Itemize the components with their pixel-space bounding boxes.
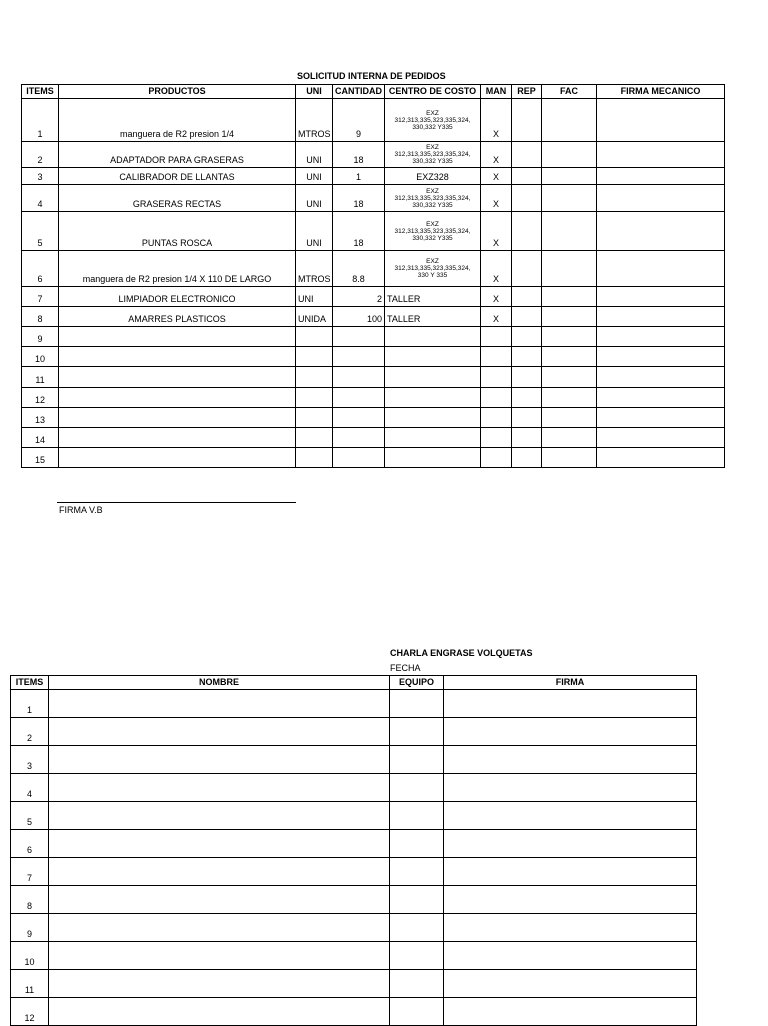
- cell-cantidad: [333, 408, 385, 428]
- cell-firma-mecanico: [597, 408, 725, 428]
- cell-item: 12: [22, 388, 59, 408]
- cell-cantidad: 18: [333, 212, 385, 251]
- header-equipo: EQUIPO: [390, 676, 444, 690]
- header-items: ITEMS: [22, 85, 59, 99]
- cell-equipo: [390, 774, 444, 802]
- cell-fac: [542, 142, 597, 168]
- cell-equipo: [390, 830, 444, 858]
- cell-item: 13: [22, 408, 59, 428]
- charla-header-row: [11, 676, 697, 690]
- cell-item: 8: [22, 307, 59, 327]
- cell-item: 5: [11, 802, 49, 830]
- cell-uni: [296, 367, 333, 388]
- cell-rep: [512, 99, 542, 142]
- cell-item: 10: [11, 942, 49, 970]
- cell-equipo: [390, 886, 444, 914]
- cell-cantidad: [333, 327, 385, 347]
- cell-nombre: [49, 886, 390, 914]
- cell-item: 2: [11, 718, 49, 746]
- cell-item: 7: [11, 858, 49, 886]
- cell-fac: [542, 448, 597, 468]
- cell-man: [481, 448, 512, 468]
- orders-title: SOLICITUD INTERNA DE PEDIDOS: [297, 71, 446, 81]
- cell-rep: [512, 428, 542, 448]
- charla-title: CHARLA ENGRASE VOLQUETAS: [390, 648, 533, 658]
- cell-item: 15: [22, 448, 59, 468]
- cell-centro-de-costo: [385, 388, 481, 408]
- cell-uni: [296, 347, 333, 367]
- cell-cantidad: 18: [333, 142, 385, 168]
- cell-centro-de-costo: [385, 408, 481, 428]
- table-row: [11, 746, 697, 774]
- cell-nombre: [49, 690, 390, 718]
- cell-firma: [444, 690, 697, 718]
- table-row: [22, 347, 725, 367]
- cell-man: X: [481, 142, 512, 168]
- table-row: [22, 388, 725, 408]
- cell-producto: GRASERAS RECTAS: [59, 185, 296, 212]
- cell-firma-mecanico: [597, 212, 725, 251]
- cell-rep: [512, 307, 542, 327]
- header-fac: FAC: [542, 85, 597, 99]
- cell-firma-mecanico: [597, 388, 725, 408]
- cell-fac: [542, 212, 597, 251]
- cell-uni: UNI: [296, 212, 333, 251]
- cell-producto: CALIBRADOR DE LLANTAS: [59, 168, 296, 185]
- table-row: [11, 942, 697, 970]
- cell-cantidad: 1: [333, 168, 385, 185]
- cell-fac: [542, 347, 597, 367]
- cell-cantidad: [333, 448, 385, 468]
- cell-item: 12: [11, 998, 49, 1026]
- cell-rep: [512, 347, 542, 367]
- cell-centro-de-costo: [385, 347, 481, 367]
- cell-centro-de-costo: EXZ 312,313,335,323,335,324, 330,332 Y335: [385, 142, 481, 168]
- cell-item: 7: [22, 287, 59, 307]
- cell-item: 2: [22, 142, 59, 168]
- cell-cantidad: 18: [333, 185, 385, 212]
- cell-uni: UNI: [296, 142, 333, 168]
- cell-firma-mecanico: [597, 251, 725, 287]
- cell-man: [481, 347, 512, 367]
- header-rep: REP: [512, 85, 542, 99]
- fecha-label: FECHA: [390, 663, 421, 673]
- cell-man: X: [481, 168, 512, 185]
- cell-item: 6: [22, 251, 59, 287]
- cell-item: 8: [11, 886, 49, 914]
- cell-cantidad: [333, 388, 385, 408]
- table-row: [22, 287, 725, 307]
- orders-table: [21, 84, 725, 468]
- cell-item: 11: [11, 970, 49, 998]
- cell-rep: [512, 185, 542, 212]
- cell-nombre: [49, 746, 390, 774]
- cell-cantidad: 9: [333, 99, 385, 142]
- cell-man: X: [481, 185, 512, 212]
- cell-uni: UNI: [296, 185, 333, 212]
- cell-item: 4: [22, 185, 59, 212]
- cell-firma-mecanico: [597, 307, 725, 327]
- cell-item: 11: [22, 367, 59, 388]
- header-cantidad: CANTIDAD: [333, 85, 385, 99]
- cell-fac: [542, 327, 597, 347]
- table-row: [22, 428, 725, 448]
- table-row: [22, 448, 725, 468]
- cell-firma: [444, 802, 697, 830]
- cell-centro-de-costo: [385, 367, 481, 388]
- cell-centro-de-costo: [385, 327, 481, 347]
- cell-nombre: [49, 802, 390, 830]
- cell-uni: UNI: [296, 168, 333, 185]
- cell-centro-de-costo: EXZ 312,313,335,323,335,324, 330,332 Y335: [385, 212, 481, 251]
- cell-rep: [512, 168, 542, 185]
- cell-firma-mecanico: [597, 142, 725, 168]
- cell-firma-mecanico: [597, 347, 725, 367]
- table-row: [22, 367, 725, 388]
- header-items: ITEMS: [11, 676, 49, 690]
- header-firma: FIRMA: [444, 676, 697, 690]
- cell-man: X: [481, 99, 512, 142]
- cell-firma-mecanico: [597, 99, 725, 142]
- cell-man: X: [481, 287, 512, 307]
- cell-nombre: [49, 830, 390, 858]
- cell-item: 4: [11, 774, 49, 802]
- cell-item: 10: [22, 347, 59, 367]
- cell-producto: [59, 327, 296, 347]
- table-row: [22, 99, 725, 142]
- cell-firma: [444, 774, 697, 802]
- cell-fac: [542, 307, 597, 327]
- cell-firma-mecanico: [597, 367, 725, 388]
- cell-firma: [444, 970, 697, 998]
- cell-centro-de-costo: EXZ 312,313,335,323,335,324, 330 Y 335: [385, 251, 481, 287]
- cell-cantidad: [333, 367, 385, 388]
- cell-nombre: [49, 998, 390, 1026]
- table-row: [11, 970, 697, 998]
- cell-fac: [542, 99, 597, 142]
- cell-rep: [512, 251, 542, 287]
- cell-man: [481, 327, 512, 347]
- header-firma-mecanico: FIRMA MECANICO: [597, 85, 725, 99]
- cell-fac: [542, 367, 597, 388]
- cell-firma: [444, 998, 697, 1026]
- table-row: [22, 408, 725, 428]
- cell-producto: AMARRES PLASTICOS: [59, 307, 296, 327]
- cell-producto: PUNTAS ROSCA: [59, 212, 296, 251]
- cell-item: 5: [22, 212, 59, 251]
- cell-man: X: [481, 212, 512, 251]
- cell-fac: [542, 168, 597, 185]
- cell-rep: [512, 388, 542, 408]
- table-row: [22, 307, 725, 327]
- cell-firma: [444, 886, 697, 914]
- cell-item: 3: [22, 168, 59, 185]
- cell-firma-mecanico: [597, 327, 725, 347]
- cell-rep: [512, 408, 542, 428]
- cell-uni: [296, 448, 333, 468]
- cell-equipo: [390, 802, 444, 830]
- cell-nombre: [49, 858, 390, 886]
- cell-firma: [444, 914, 697, 942]
- cell-uni: MTROS: [296, 99, 333, 142]
- cell-centro-de-costo: [385, 428, 481, 448]
- cell-centro-de-costo: EXZ 312,313,335,323,335,324, 330,332 Y335: [385, 99, 481, 142]
- cell-rep: [512, 448, 542, 468]
- table-row: [11, 802, 697, 830]
- table-row: [22, 168, 725, 185]
- cell-man: [481, 428, 512, 448]
- cell-producto: [59, 388, 296, 408]
- cell-equipo: [390, 914, 444, 942]
- cell-equipo: [390, 858, 444, 886]
- cell-uni: [296, 428, 333, 448]
- cell-man: [481, 408, 512, 428]
- header-productos: PRODUCTOS: [59, 85, 296, 99]
- cell-firma: [444, 942, 697, 970]
- cell-nombre: [49, 970, 390, 998]
- cell-firma: [444, 746, 697, 774]
- cell-producto: [59, 428, 296, 448]
- charla-table: [10, 675, 697, 1026]
- table-row: [22, 327, 725, 347]
- cell-item: 1: [11, 690, 49, 718]
- cell-nombre: [49, 942, 390, 970]
- cell-rep: [512, 287, 542, 307]
- cell-firma: [444, 718, 697, 746]
- cell-nombre: [49, 718, 390, 746]
- signature-label: FIRMA V.B: [59, 505, 103, 515]
- cell-firma-mecanico: [597, 428, 725, 448]
- cell-item: 14: [22, 428, 59, 448]
- cell-item: 1: [22, 99, 59, 142]
- table-row: [11, 718, 697, 746]
- cell-cantidad: [333, 347, 385, 367]
- table-row: [11, 886, 697, 914]
- table-row: [11, 690, 697, 718]
- cell-producto: [59, 347, 296, 367]
- cell-equipo: [390, 746, 444, 774]
- cell-fac: [542, 287, 597, 307]
- cell-fac: [542, 428, 597, 448]
- cell-firma-mecanico: [597, 287, 725, 307]
- cell-item: 6: [11, 830, 49, 858]
- cell-man: [481, 388, 512, 408]
- cell-producto: ADAPTADOR PARA GRASERAS: [59, 142, 296, 168]
- cell-equipo: [390, 998, 444, 1026]
- cell-uni: [296, 408, 333, 428]
- cell-uni: [296, 327, 333, 347]
- cell-centro-de-costo: [385, 448, 481, 468]
- table-row: [22, 142, 725, 168]
- cell-firma: [444, 830, 697, 858]
- cell-firma-mecanico: [597, 168, 725, 185]
- table-row: [11, 774, 697, 802]
- cell-cantidad: 2: [333, 287, 385, 307]
- cell-man: [481, 367, 512, 388]
- cell-rep: [512, 367, 542, 388]
- cell-producto: [59, 367, 296, 388]
- cell-fac: [542, 408, 597, 428]
- table-row: [22, 212, 725, 251]
- header-uni: UNI: [296, 85, 333, 99]
- table-row: [11, 858, 697, 886]
- cell-equipo: [390, 970, 444, 998]
- cell-producto: manguera de R2 presion 1/4 X 110 DE LARGO: [59, 251, 296, 287]
- cell-man: X: [481, 251, 512, 287]
- table-row: [22, 251, 725, 287]
- table-row: [11, 914, 697, 942]
- cell-rep: [512, 212, 542, 251]
- table-row: [11, 830, 697, 858]
- cell-uni: MTROS: [296, 251, 333, 287]
- cell-centro-de-costo: EXZ 312,313,335,323,335,324, 330,332 Y335: [385, 185, 481, 212]
- cell-item: 9: [11, 914, 49, 942]
- cell-uni: [296, 388, 333, 408]
- cell-fac: [542, 185, 597, 212]
- header-centro-de-costo: CENTRO DE COSTO: [385, 85, 481, 99]
- cell-equipo: [390, 718, 444, 746]
- cell-rep: [512, 142, 542, 168]
- cell-item: 9: [22, 327, 59, 347]
- cell-rep: [512, 327, 542, 347]
- table-row: [11, 998, 697, 1026]
- cell-uni: UNI: [296, 287, 333, 307]
- header-man: MAN: [481, 85, 512, 99]
- cell-producto: LIMPIADOR ELECTRONICO: [59, 287, 296, 307]
- cell-fac: [542, 388, 597, 408]
- cell-cantidad: 100: [333, 307, 385, 327]
- cell-equipo: [390, 942, 444, 970]
- cell-centro-de-costo: EXZ328: [385, 168, 481, 185]
- cell-item: 3: [11, 746, 49, 774]
- cell-nombre: [49, 914, 390, 942]
- cell-cantidad: 8.8: [333, 251, 385, 287]
- cell-centro-de-costo: TALLER: [385, 287, 481, 307]
- signature-line: [57, 502, 296, 503]
- cell-equipo: [390, 690, 444, 718]
- cell-fac: [542, 251, 597, 287]
- cell-firma-mecanico: [597, 448, 725, 468]
- cell-firma: [444, 858, 697, 886]
- cell-centro-de-costo: TALLER: [385, 307, 481, 327]
- cell-firma-mecanico: [597, 185, 725, 212]
- cell-producto: [59, 408, 296, 428]
- cell-uni: UNIDA: [296, 307, 333, 327]
- orders-header-row: [22, 85, 725, 99]
- cell-cantidad: [333, 428, 385, 448]
- cell-man: X: [481, 307, 512, 327]
- table-row: [22, 185, 725, 212]
- cell-producto: manguera de R2 presion 1/4: [59, 99, 296, 142]
- cell-nombre: [49, 774, 390, 802]
- header-nombre: NOMBRE: [49, 676, 390, 690]
- cell-producto: [59, 448, 296, 468]
